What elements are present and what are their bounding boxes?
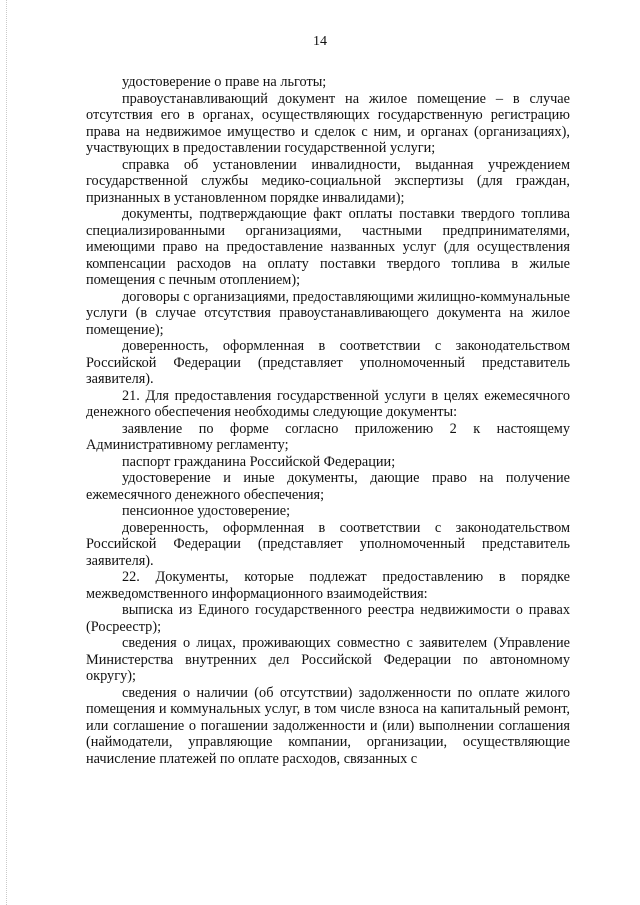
paragraph-11: пенсионное удостоверение; bbox=[122, 503, 291, 519]
scan-edge-line bbox=[6, 0, 8, 905]
paragraph-14: выписка из Единого государственного реестра недвижимости о правах (Росреестр); bbox=[86, 602, 570, 635]
paragraph-7: 21. Для предоставления государственной услуги в целях ежемесячного денежного обеспечения необходимы следующие документы: bbox=[86, 387, 570, 420]
paragraph-2: правоустанавливающий документ на жилое помещение – в случае отсутствия его в органах, осуществляющих государственную регистрацию права на недвижимое имущество и сделок с ним, и органах (организациях), участвующих в предоставлении государственной услуги; bbox=[86, 90, 570, 156]
paragraph-6: доверенность, оформленная в соответствии с законодательством Российской Федерации (представляет уполномоченный представитель заявителя). bbox=[86, 338, 570, 387]
paragraph-12: доверенность, оформленная в соответствии с законодательством Российской Федерации (представляет уполномоченный представитель заявителя). bbox=[86, 519, 570, 569]
paragraph-3: справка об установлении инвалидности, выданная учреждением государственной службы медико-социальной экспертизы (для граждан, признанных в установленном порядке инвалидами); bbox=[86, 156, 570, 206]
paragraph-4: документы, подтверждающие факт оплаты поставки твердого топлива специализированными организациями, частными предпринимателями, имеющими право на предоставление названных услуг (для осуществления компенсации расходов на оплату поставки твердого топлива в жилые помещения с печным отоплением); bbox=[86, 206, 570, 288]
paragraph-15: сведения о лицах, проживающих совместно с заявителем (Управление Министерства внутренних дел Российской Федерации по автономному округу); bbox=[86, 635, 570, 684]
paragraph-1: удостоверение о праве на льготы; bbox=[122, 74, 327, 90]
paragraph-16: сведения о наличии (об отсутствии) задолженности по оплате жилого помещения и коммунальных услуг, в том числе взноса на капитальный ремонт, или соглашение о погашении задолженности и (или) выполнении соглашения (наймодатели, управляющие компании, организации, осуществляющие начисление платежей по оплате расходов, связанных с bbox=[86, 684, 570, 767]
paragraph-5: договоры с организациями, предоставляющими жилищно-коммунальные услуги (в случае отсутствия правоустанавливающего документа на жилое помещение); bbox=[86, 288, 570, 338]
page-number: 14 bbox=[313, 34, 327, 49]
paragraph-13: 22. Документы, которые подлежат предоставлению в порядке межведомственного информационного взаимодействия: bbox=[86, 569, 570, 602]
paragraph-10: удостоверение и иные документы, дающие право на получение ежемесячного денежного обеспечения; bbox=[86, 470, 570, 503]
paragraph-9: паспорт гражданина Российской Федерации; bbox=[122, 453, 396, 470]
paragraph-8: заявление по форме согласно приложению 2 к настоящему Административному регламенту; bbox=[86, 420, 570, 453]
document-body bbox=[86, 74, 570, 767]
